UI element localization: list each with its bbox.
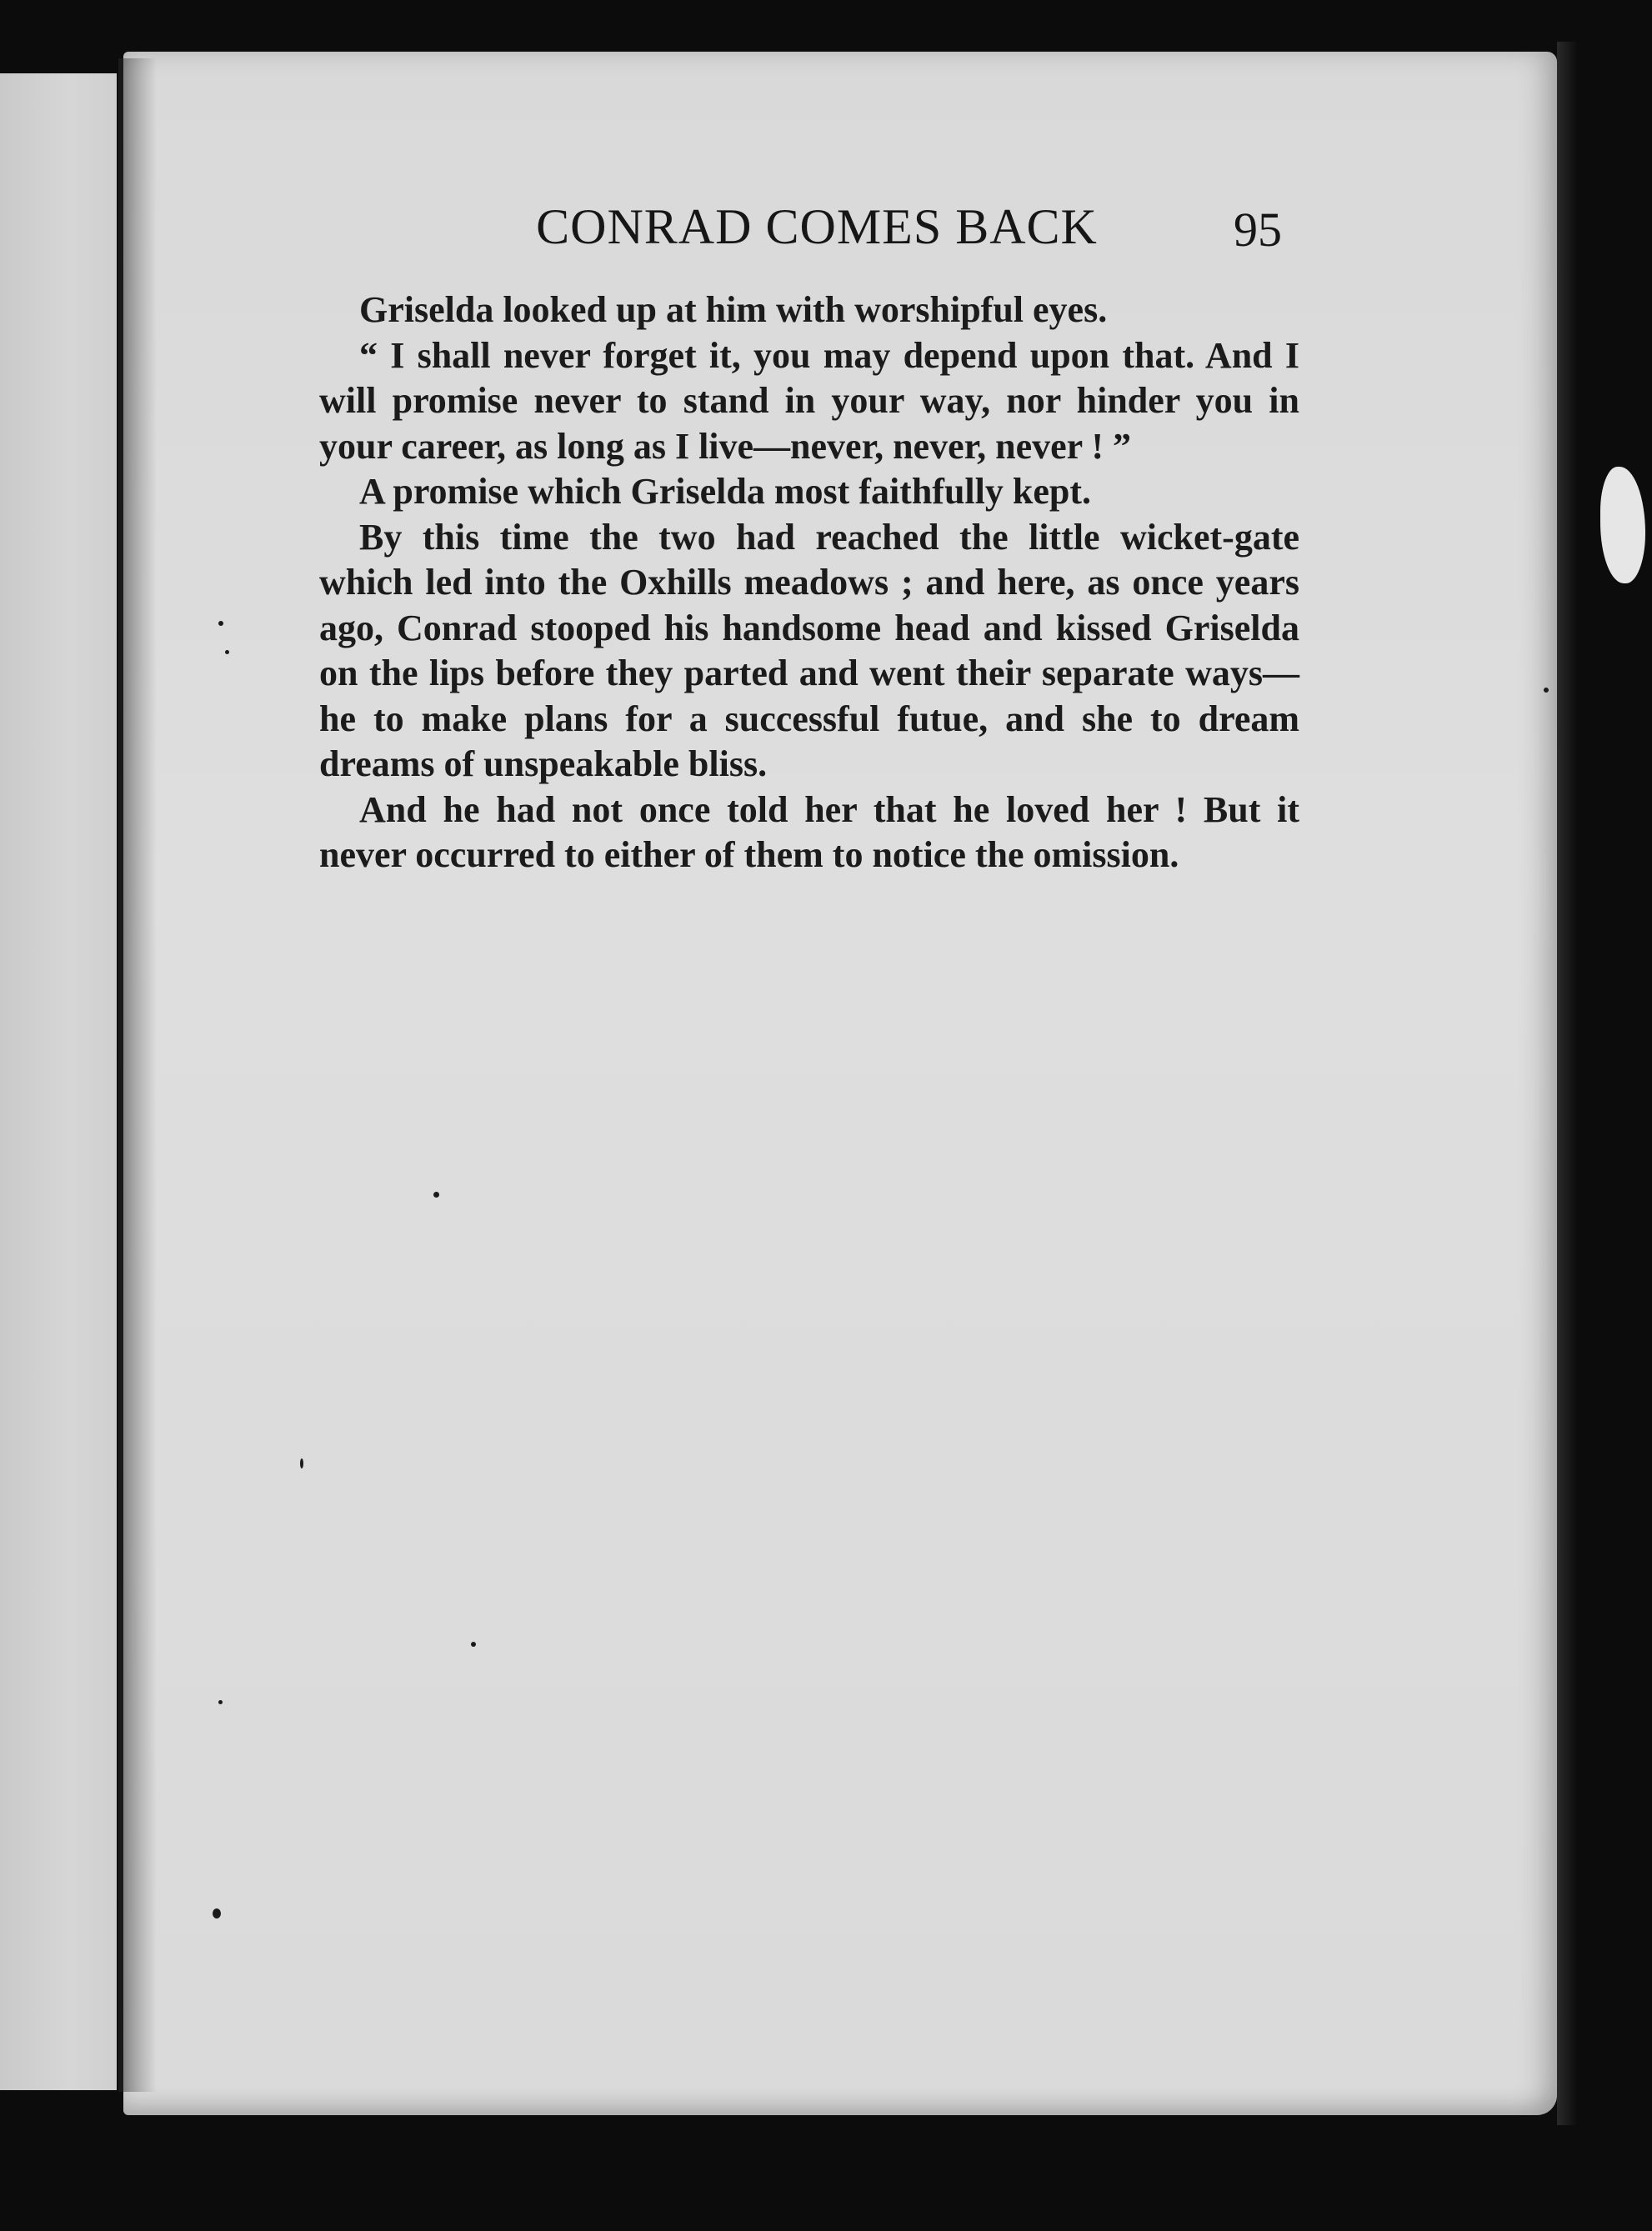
running-head: CONRAD COMES BACK	[536, 199, 1098, 254]
paragraph: By this time the two had reached the little wicket-gate which led into the Oxhills meadows ; and here, as once years ago, Conrad stooped his handsome head and kissed Griselda on the lips before they parted and went their separate ways—he to make plans for a successful futue, and she to dream dreams of unspeakable bliss.	[319, 516, 1299, 784]
gutter-shadow	[123, 58, 157, 2092]
facing-page-edge	[0, 73, 117, 2090]
dust-speck	[225, 650, 229, 654]
paper-blot	[1600, 467, 1645, 583]
dust-speck	[218, 621, 223, 626]
dust-speck	[218, 1700, 223, 1704]
page-body	[319, 288, 1299, 878]
paragraph: Griselda looked up at him with worshipful eyes.	[359, 289, 1108, 330]
paragraph: “ I shall never forget it, you may depend upon that. And I will promise never to stand in your way, nor hinder you in your career, as long as I live—never, never, never ! ”	[319, 334, 1299, 467]
dust-speck	[1544, 688, 1549, 693]
page-number: 95	[1234, 203, 1282, 257]
paragraph: And he had not once told her that he loved her ! But it never occurred to either of them to notice the omission.	[319, 788, 1299, 875]
dust-speck	[471, 1642, 476, 1647]
dust-speck	[433, 1192, 439, 1198]
dust-speck	[213, 1908, 221, 1918]
dust-speck	[300, 1458, 303, 1468]
book-cover-edge	[1557, 42, 1579, 2125]
paragraph: A promise which Griselda most faithfully kept.	[359, 471, 1092, 512]
